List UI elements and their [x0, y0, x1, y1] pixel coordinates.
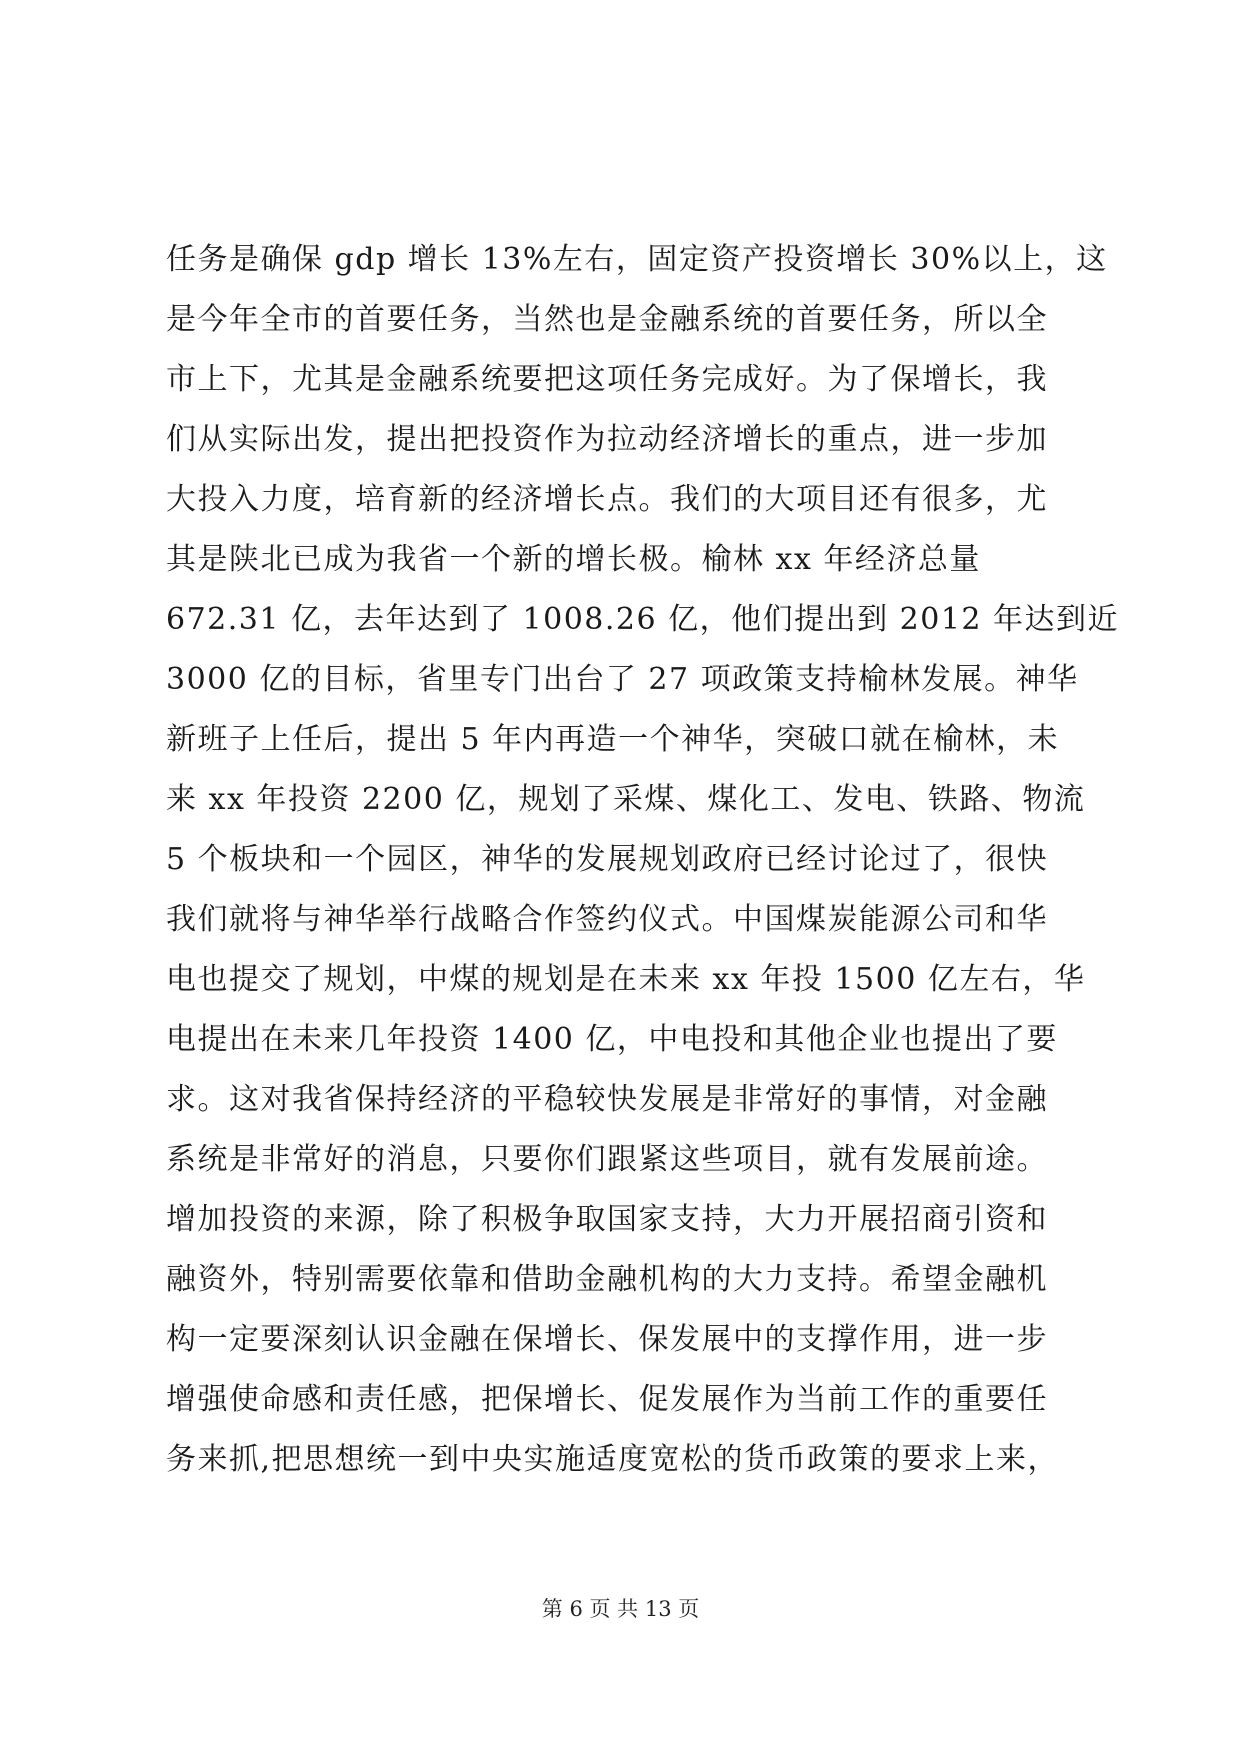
text-line: 是今年全市的首要任务，当然也是金融系统的首要任务，所以全: [166, 302, 1048, 337]
text-line: 系统是非常好的消息，只要你们跟紧这些项目，就有发展前途。: [166, 1142, 1048, 1177]
text-line: 电提出在未来几年投资 1400 亿，中电投和其他企业也提出了要: [166, 1022, 1058, 1057]
text-line: 3000 亿的目标，省里专门出台了 27 项政策支持榆林发展。神华: [166, 662, 1079, 697]
text-line: 增加投资的来源，除了积极争取国家支持，大力开展招商引资和: [166, 1202, 1048, 1237]
text-line: 任务是确保 gdp 增长 13%左右，固定资产投资增长 30%以上，这: [166, 242, 1108, 277]
text-line: 市上下，尤其是金融系统要把这项任务完成好。为了保增长，我: [166, 362, 1048, 397]
text-line: 构一定要深刻认识金融在保增长、保发展中的支撑作用，进一步: [166, 1322, 1048, 1357]
text-line: 5 个板块和一个园区，神华的发展规划政府已经讨论过了，很快: [166, 842, 1049, 877]
text-line: 来 xx 年投资 2200 亿，规划了采煤、煤化工、发电、铁路、物流: [166, 782, 1086, 817]
text-line: 电也提交了规划，中煤的规划是在未来 xx 年投 1500 亿左右，华: [166, 962, 1086, 997]
text-line: 新班子上任后，提出 5 年内再造一个神华，突破口就在榆林，未: [166, 722, 1060, 757]
page-number-footer: 第 6 页 共 13 页: [541, 1597, 700, 1621]
text-line: 增强使命感和责任感，把保增长、促发展作为当前工作的重要任: [166, 1382, 1048, 1417]
body-text: [166, 230, 1120, 1490]
text-line: 其是陕北已成为我省一个新的增长极。榆林 xx 年经济总量: [166, 542, 981, 577]
text-line: 融资外，特别需要依靠和借助金融机构的大力支持。希望金融机: [166, 1262, 1048, 1297]
text-line: 务来抓,把思想统一到中央实施适度宽松的货币政策的要求上来，: [166, 1442, 1060, 1477]
text-line: 们从实际出发，提出把投资作为拉动经济增长的重点，进一步加: [166, 422, 1048, 457]
text-line: 我们就将与神华举行战略合作签约仪式。中国煤炭能源公司和华: [166, 902, 1048, 937]
text-line: 672.31 亿，去年达到了 1008.26 亿，他们提出到 2012 年达到近: [166, 602, 1120, 637]
text-line: 大投入力度，培育新的经济增长点。我们的大项目还有很多，尤: [166, 482, 1048, 517]
text-line: 求。这对我省保持经济的平稳较快发展是非常好的事情，对金融: [166, 1082, 1048, 1117]
